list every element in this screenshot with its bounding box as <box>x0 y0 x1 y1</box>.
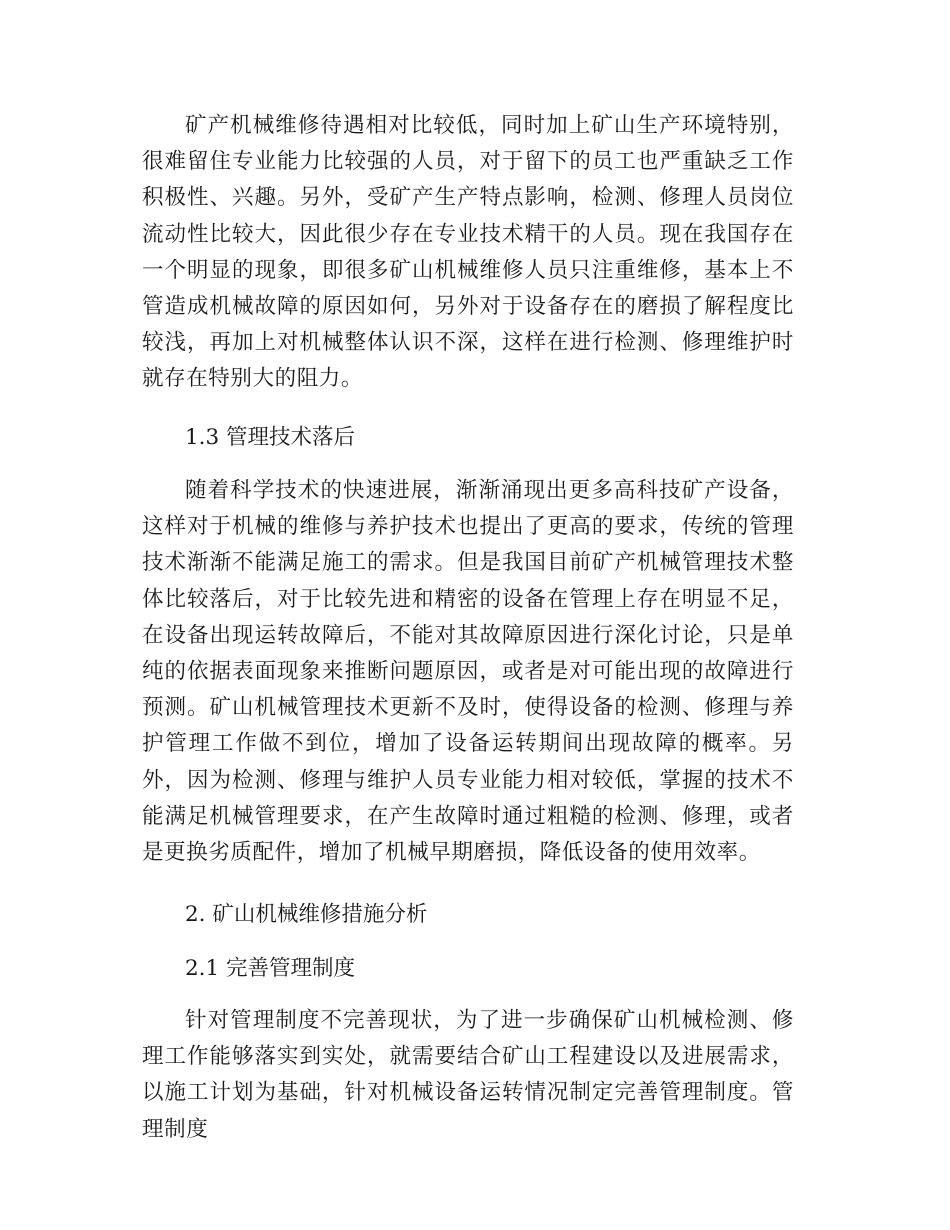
section-heading-1-3: 1.3 管理技术落后 <box>185 425 356 450</box>
section-heading-2: 2. 矿山机械维修措施分析 <box>185 902 428 927</box>
paragraph-management-system: 针对管理制度不完善现状，为了进一步确保矿山机械检测、修理工作能够落实到实处，就需要结合矿山工程建设以及进展需求，以施工计划为基础，针对机械设备运转情况制定完善管理制度。管理制度 <box>142 1008 794 1142</box>
section-heading-2-1: 2.1 完善管理制度 <box>185 956 356 981</box>
paragraph-management-tech: 随着科学技术的快速进展，渐渐涌现出更多高科技矿产设备，这样对于机械的维修与养护技术也提出了更高的要求，传统的管理技术渐渐不能满足施工的需求。但是我国目前矿产机械管理技术整体比较落后，对于比较先进和精密的设备在管理上存在明显不足，在设备出现运转故障后，不能对其故障原因进行深化讨论，只是单纯的依据表面现象来推断问题原因，或者是对可能出现的故障进行预测。矿山机械管理技术更新不及时，使得设备的检测、修理与养护管理工作做不到位，增加了设备运转期间出现故障的概率。另外，因为检测、修理与维护人员专业能力相对较低，掌握的技术不能满足机械管理要求，在产生故障时通过粗糙的检测、修理，或者是更换劣质配件，增加了机械早期磨损，降低设备的使用效率。 <box>142 478 794 866</box>
paragraph-staffing: 矿产机械维修待遇相对比较低，同时加上矿山生产环境特别，很难留住专业能力比较强的人员，对于留下的员工也严重缺乏工作积极性、兴趣。另外，受矿产生产特点影响，检测、修理人员岗位流动性比较大，因此很少存在专业技术精干的人员。现在我国存在一个明显的现象，即很多矿山机械维修人员只注重维修，基本上不管造成机械故障的原因如何，另外对于设备存在的磨损了解程度比较浅，再加上对机械整体认识不深，这样在进行检测、修理维护时就存在特别大的阻力。 <box>142 113 794 392</box>
